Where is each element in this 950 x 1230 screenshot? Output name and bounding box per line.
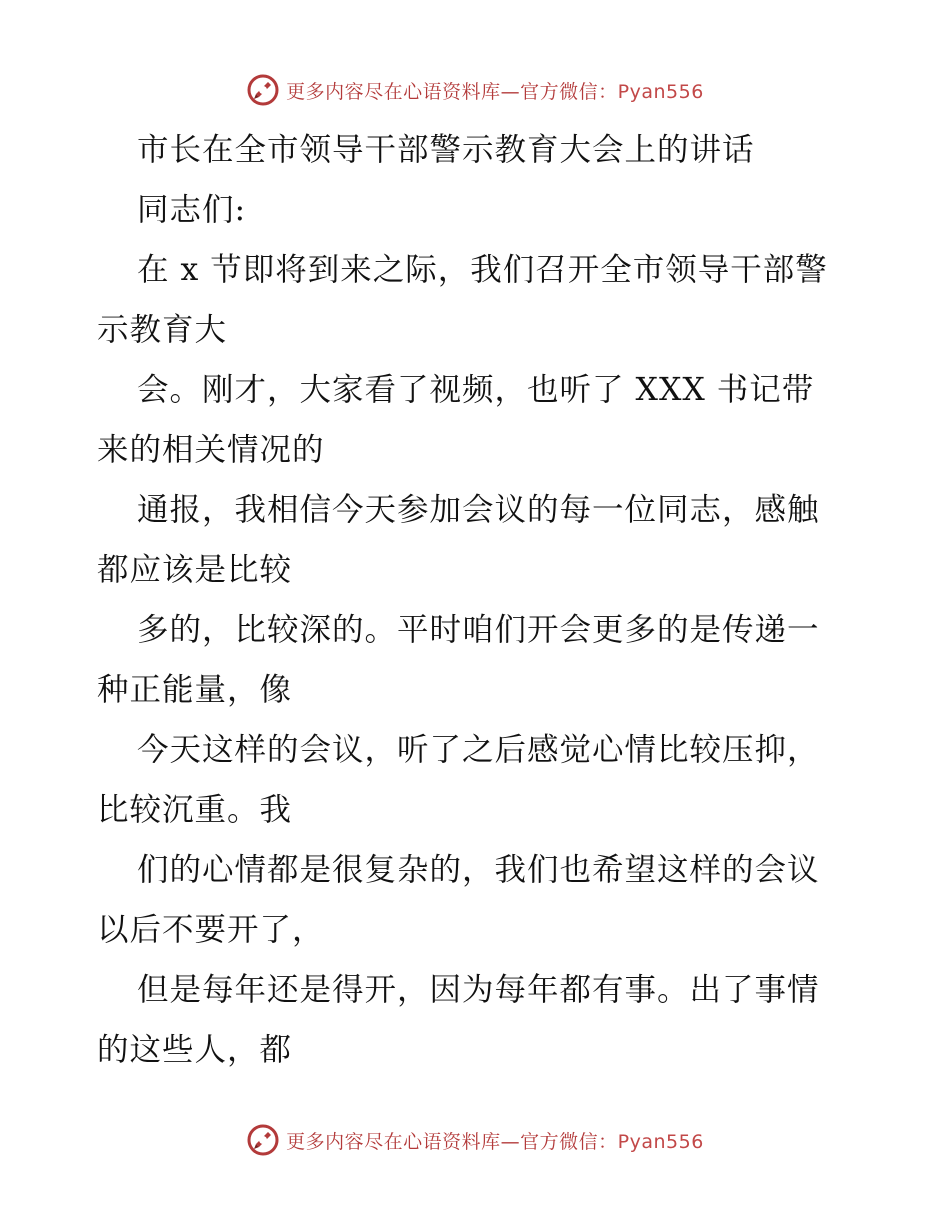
document-line: 在 x 节即将到来之际，我们召开全市领导干部警 bbox=[137, 252, 828, 288]
document-line: 来的相关情况的 bbox=[97, 432, 325, 468]
footer-brand-text bbox=[286, 1127, 704, 1154]
document-line: 种正能量，像 bbox=[97, 672, 293, 708]
header-wechat-id: Pyan556 bbox=[617, 80, 704, 103]
header-banner bbox=[0, 70, 950, 110]
document-line: 示教育大 bbox=[97, 312, 228, 348]
document-salutation: 同志们: bbox=[137, 192, 247, 228]
document-line: 们的心情都是很复杂的，我们也希望这样的会议 bbox=[137, 852, 820, 888]
document-line: 通报，我相信今天参加会议的每一位同志，感触 bbox=[137, 492, 820, 528]
document-line: 多的，比较深的。平时咱们开会更多的是传递一 bbox=[137, 612, 820, 648]
document-line: 都应该是比较 bbox=[97, 552, 293, 588]
header-brand-text bbox=[286, 77, 704, 104]
header-brand-label: 更多内容尽在心语资料库—官方微信： bbox=[286, 80, 618, 103]
document-line: 以后不要开了， bbox=[97, 912, 325, 948]
heart-pen-logo-icon bbox=[246, 73, 280, 107]
heart-pen-logo-icon bbox=[246, 1123, 280, 1157]
footer-brand-label: 更多内容尽在心语资料库—官方微信： bbox=[286, 1130, 618, 1153]
document-line: 会。刚才，大家看了视频，也听了 XXX 书记带 bbox=[137, 372, 815, 408]
document-line: 的这些人，都 bbox=[97, 1032, 293, 1068]
document-line: 今天这样的会议，听了之后感觉心情比较压抑， bbox=[137, 732, 820, 768]
document-line: 但是每年还是得开，因为每年都有事。出了事情 bbox=[137, 972, 820, 1008]
footer-wechat-id: Pyan556 bbox=[617, 1130, 704, 1153]
document-title: 市长在全市领导干部警示教育大会上的讲话 bbox=[137, 132, 755, 168]
document-paragraph bbox=[97, 240, 857, 1080]
document-line: 比较沉重。我 bbox=[97, 792, 293, 828]
footer-banner bbox=[0, 1120, 950, 1160]
document-body bbox=[97, 120, 857, 1080]
